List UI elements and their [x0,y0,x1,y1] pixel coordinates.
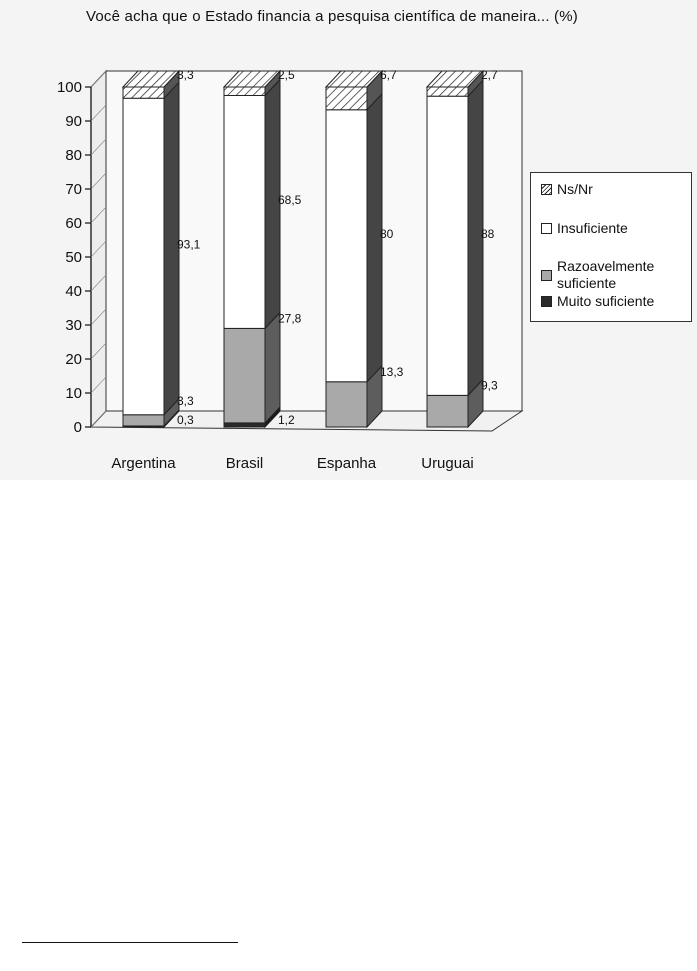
bar-segment-brasil-1 [224,328,265,423]
legend-label-insuficiente: Insuficiente [557,220,628,236]
legend-swatch-ns-nr [541,184,552,195]
legend-label-razo-line2: suficiente [557,275,617,291]
y-tick-label: 50 [65,249,82,266]
legend-item-insuficiente [541,220,628,237]
data-label-brasil-1: 27,8 [278,311,302,326]
bar-segment-argentina-3 [123,87,164,98]
bar-segment-uruguai-2 [427,96,468,395]
bar-segment-espanha-2 [326,110,367,382]
y-tick-label: 0 [73,419,82,436]
legend-label-razoavelmente-suficiente [557,258,654,292]
data-label-espanha-1: 13,3 [380,364,404,379]
legend-label-muito-suficiente: Muito suficiente [557,293,655,309]
legend-label-razo-line1: Razoavelmente [557,258,655,274]
bar-segment-brasil-3 [224,87,265,96]
y-tick-label: 100 [56,79,82,96]
x-tick-label-uruguai: Uruguai [421,455,474,472]
data-label-uruguai-2: 88 [481,226,495,241]
data-label-argentina-3: 3,3 [177,68,194,82]
legend-swatch-razoavelmente-suficiente [541,270,552,281]
data-label-argentina-1: 3,3 [177,394,194,408]
chart-title: Você acha que o Estado financia a pesquisa científica de maneira... (%) [86,8,578,25]
bar-segment-uruguai-3 [427,87,468,96]
bar-segment-uruguai-1 [427,395,468,427]
chart-area [0,0,697,480]
y-tick-label: 40 [65,283,82,300]
data-label-brasil-0: 1,2 [278,413,295,427]
data-label-brasil-2: 68,5 [278,192,302,207]
y-tick-label: 90 [65,113,82,130]
data-label-espanha-2: 80 [380,226,394,241]
y-tick-label: 30 [65,317,82,334]
data-label-brasil-3: 2,5 [278,68,295,82]
legend-item-razoavelmente-suficiente [541,258,654,292]
y-tick-label: 10 [65,385,82,402]
data-label-argentina-2: 93,1 [177,237,201,252]
legend [530,172,692,322]
y-tick-label: 70 [65,181,82,198]
bar-segment-espanha-1 [326,382,367,427]
bar-segment-argentina-2 [123,98,164,415]
bar-segment-brasil-0 [224,423,265,427]
data-label-uruguai-1: 9,3 [481,378,498,393]
data-label-argentina-0: 0,3 [177,413,194,427]
x-tick-label-espanha: Espanha [316,455,377,472]
y-tick-label: 20 [65,351,82,368]
legend-item-ns-nr [541,181,593,198]
x-tick-label-brasil: Brasil [225,455,264,472]
bar-segment-espanha-3 [326,87,367,110]
legend-label-ns-nr: Ns/Nr [557,181,593,197]
y-tick-label: 80 [65,147,82,164]
data-label-espanha-3: 6,7 [380,68,397,82]
data-label-uruguai-3: 2,7 [481,68,498,82]
footnote-rule [22,942,238,943]
bar-segment-argentina-1 [123,415,164,426]
legend-swatch-muito-suficiente [541,296,552,307]
bar-segment-brasil-2 [224,96,265,329]
legend-item-muito-suficiente [541,293,654,310]
legend-swatch-insuficiente [541,223,552,234]
bar-side-brasil-1 [265,312,280,423]
y-tick-label: 60 [65,215,82,232]
x-tick-label-argentina: Argentina [111,455,176,472]
